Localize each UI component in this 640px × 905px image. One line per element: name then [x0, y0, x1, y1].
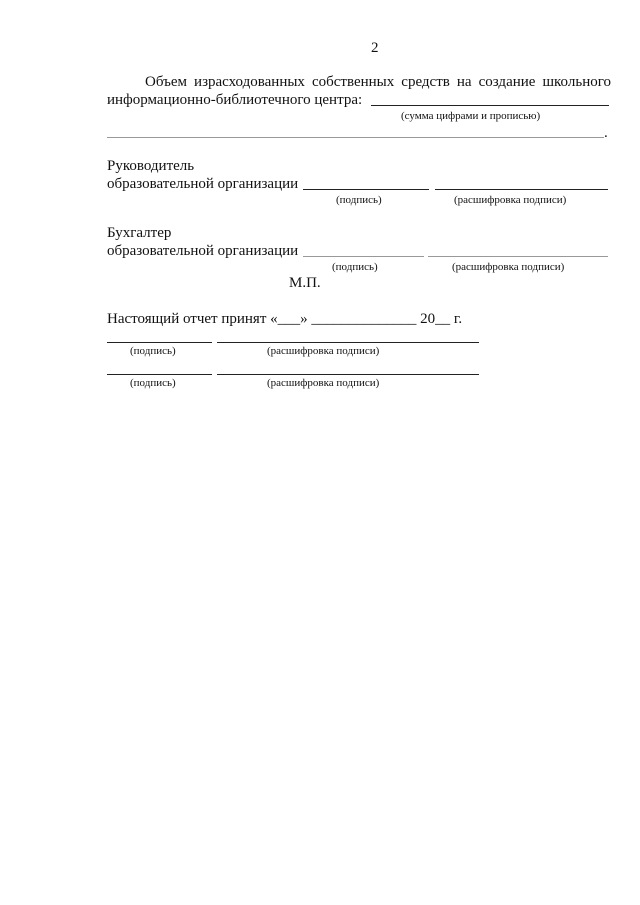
sum-continuation-line[interactable]: [107, 137, 604, 138]
director-decode-caption: (расшифровка подписи): [454, 194, 567, 206]
paragraph-line-2: информационно-библиотечного центра:: [107, 92, 363, 108]
accountant-decode-caption: (расшифровка подписи): [452, 261, 565, 273]
signature-row-2-sign-line[interactable]: [107, 374, 212, 375]
director-signature-line[interactable]: [303, 189, 429, 190]
stamp-label: М.П.: [289, 275, 321, 291]
sum-field-line[interactable]: [371, 105, 609, 106]
accountant-signature-line[interactable]: [303, 256, 424, 257]
signature-row-1-decode-line[interactable]: [217, 342, 479, 343]
accountant-sign-caption: (подпись): [332, 261, 378, 273]
signature-row-2-decode-caption: (расшифровка подписи): [267, 377, 380, 389]
accepted-text: Настоящий отчет принят «___» ______________ 20__ г.: [107, 311, 463, 327]
accountant-org: образовательной организации: [107, 243, 299, 259]
signature-row-2-decode-line[interactable]: [217, 374, 479, 375]
sum-period: .: [604, 125, 608, 141]
paragraph-line-1: Объем израсходованных собственных средств на создание школьного: [145, 74, 611, 90]
director-sign-caption: (подпись): [336, 194, 382, 206]
sum-caption: (сумма цифрами и прописью): [401, 110, 541, 122]
accountant-decode-line[interactable]: [428, 256, 608, 257]
director-title: Руководитель: [107, 158, 195, 174]
signature-row-2-sign-caption: (подпись): [130, 377, 176, 389]
director-decode-line[interactable]: [435, 189, 608, 190]
signature-row-1-decode-caption: (расшифровка подписи): [267, 345, 380, 357]
signature-row-1-sign-line[interactable]: [107, 342, 212, 343]
page-number: 2: [371, 40, 379, 56]
signature-row-1-sign-caption: (подпись): [130, 345, 176, 357]
director-org: образовательной организации: [107, 176, 299, 192]
accountant-title: Бухгалтер: [107, 225, 172, 241]
